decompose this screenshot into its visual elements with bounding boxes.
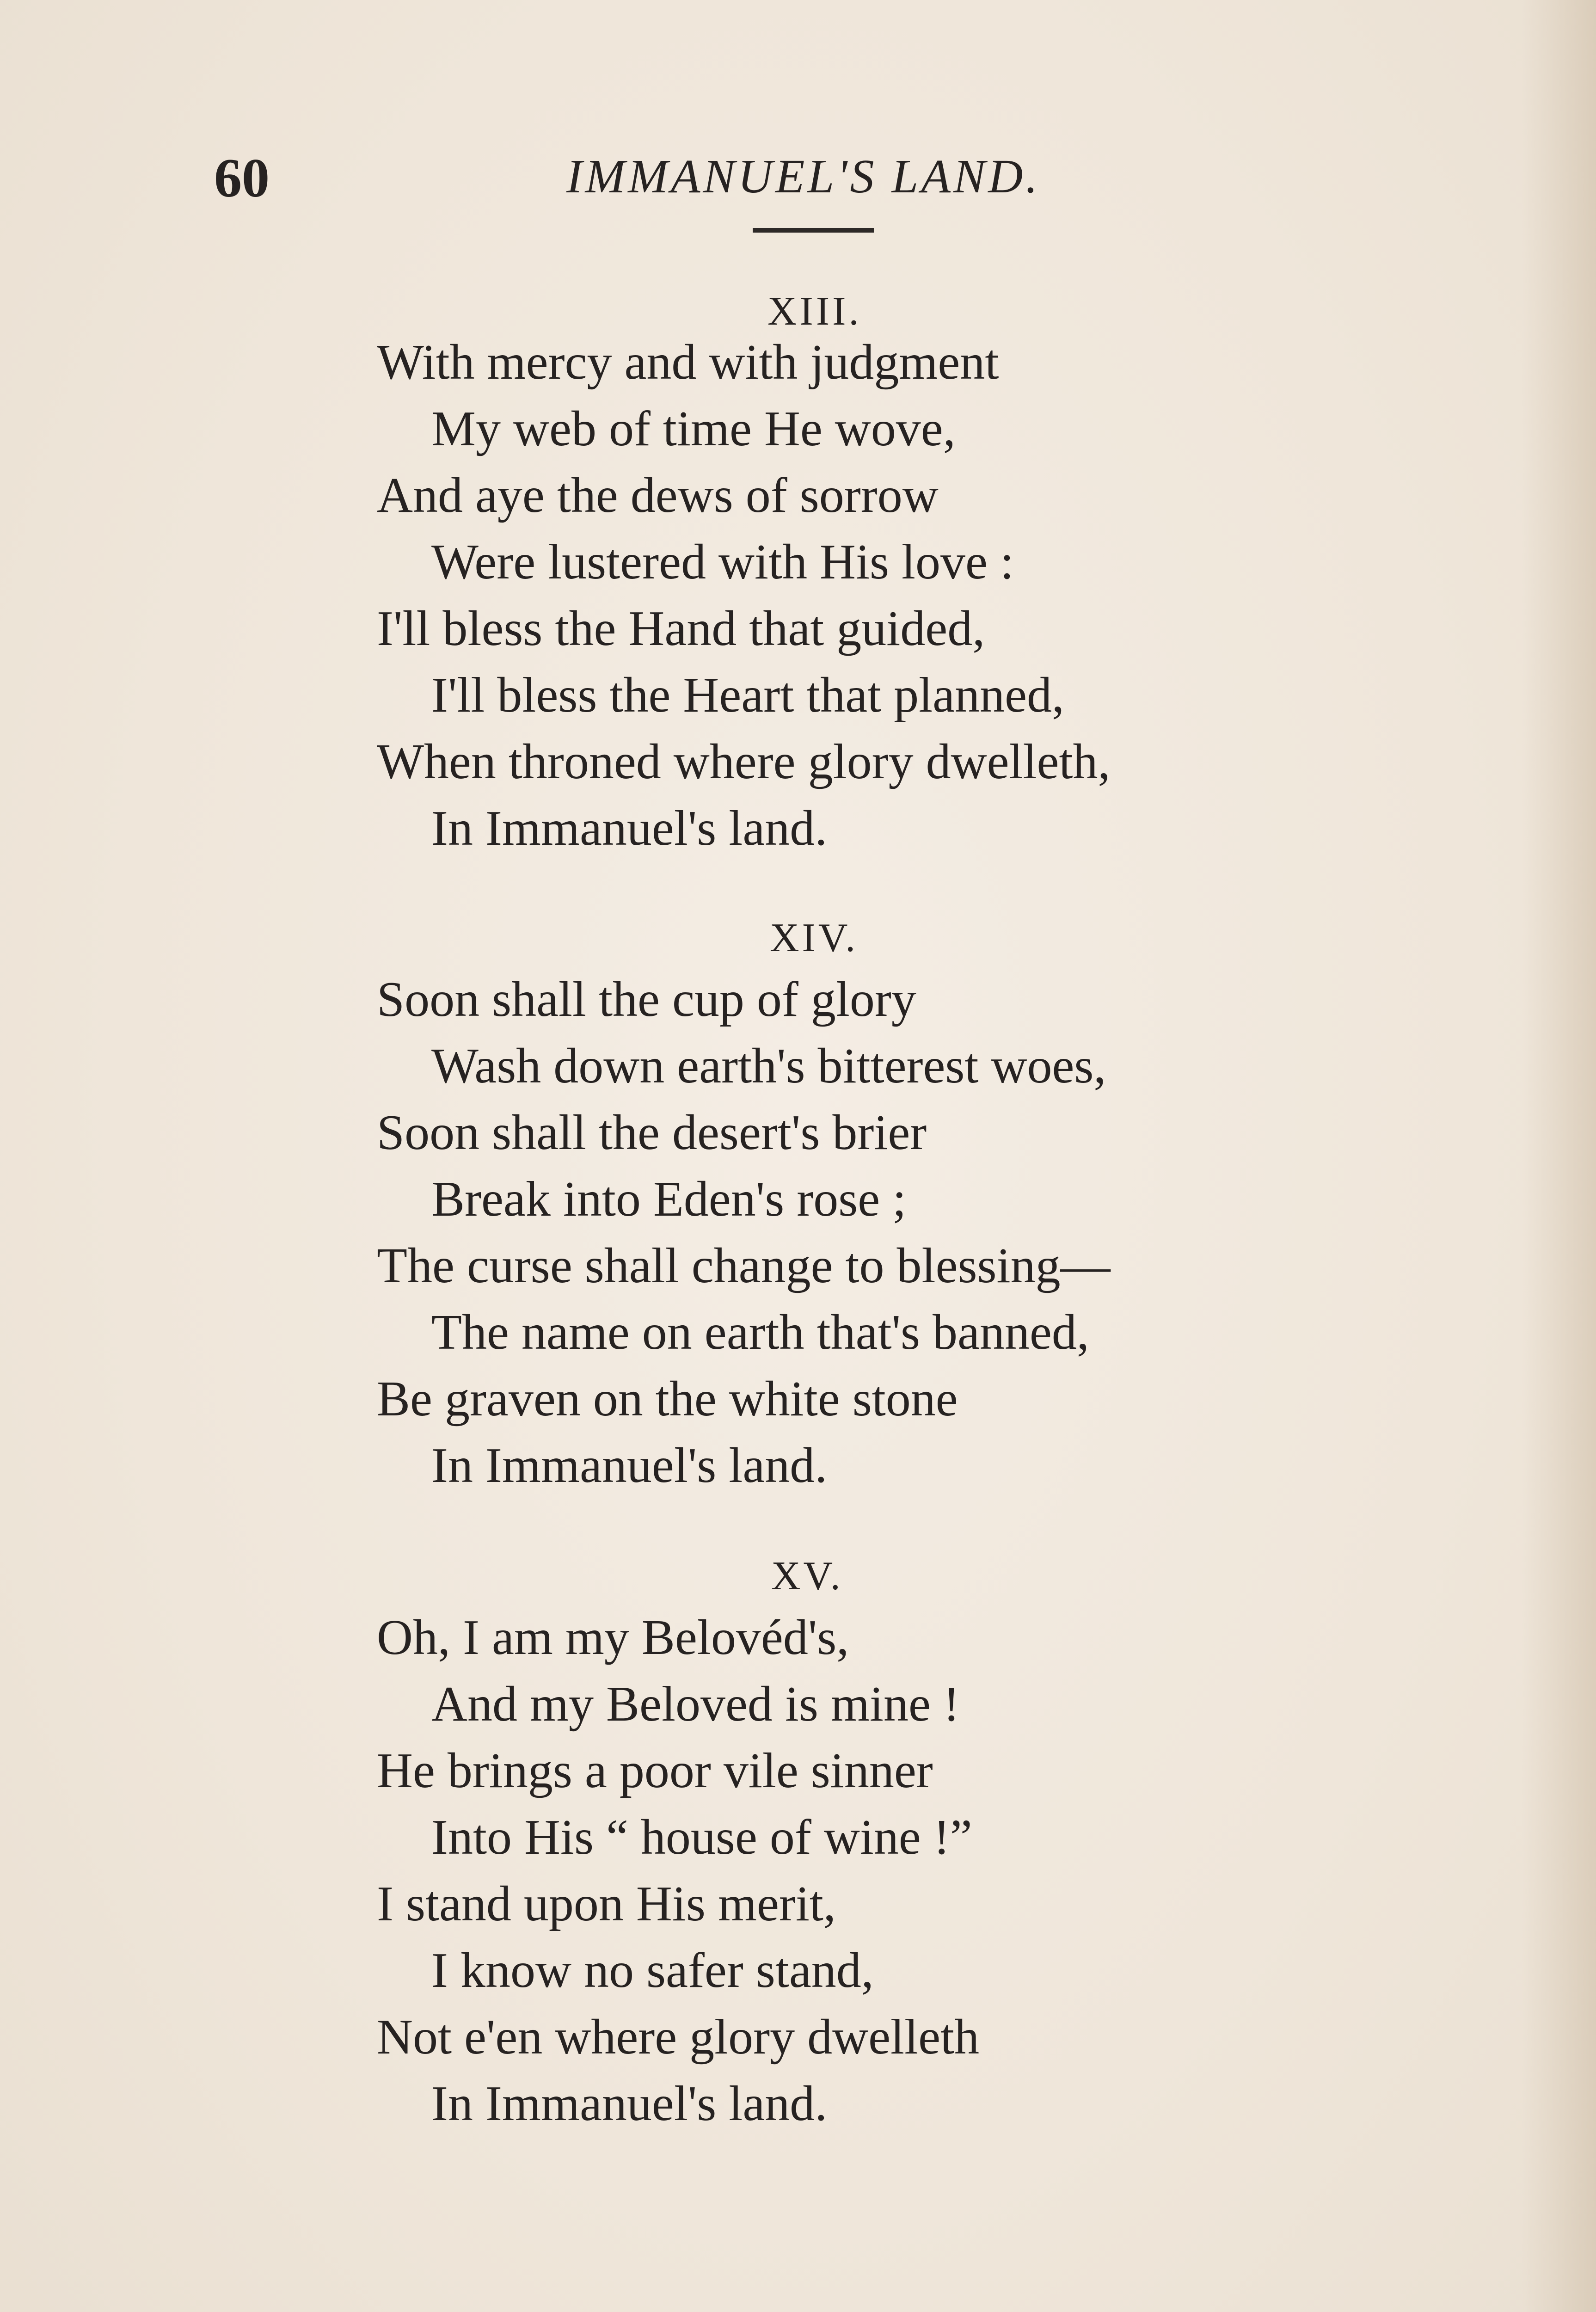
running-head: IMMANUEL'S LAND. (566, 150, 1041, 203)
verse-line: In Immanuel's land. (431, 2076, 828, 2131)
verse-line: He brings a poor vile sinner (377, 1743, 933, 1798)
verse-line: In Immanuel's land. (431, 1438, 828, 1493)
stanza-xiv (377, 966, 1301, 1499)
verse-line: Not e'en where glory dwelleth (377, 2010, 980, 2065)
verse-line: With mercy and with judgment (377, 335, 999, 390)
head-rule (753, 228, 874, 233)
stanza-number-xiii: XIII. (767, 289, 862, 334)
verse-line: Were lustered with His love : (431, 535, 1014, 590)
verse-line: I'll bless the Heart that planned, (431, 668, 1065, 723)
verse-line: Be graven on the white stone (377, 1371, 958, 1427)
verse-line: The name on earth that's banned, (431, 1305, 1089, 1360)
verse-line: Wash down earth's bitterest woes, (431, 1039, 1106, 1094)
verse-line: And aye the dews of sorrow (377, 468, 939, 523)
verse-line: I know no safer stand, (431, 1943, 874, 1998)
page-number: 60 (214, 147, 270, 209)
page-edge-shadow (1522, 0, 1596, 2312)
stanza-xiii (377, 329, 1301, 862)
verse-line: I stand upon His merit, (377, 1876, 836, 1931)
stanza-number-xiv: XIV. (770, 916, 859, 960)
stanza-number-xv: XV. (771, 1554, 843, 1599)
verse-line: I'll bless the Hand that guided, (377, 601, 985, 656)
verse-line: Soon shall the desert's brier (377, 1105, 927, 1160)
verse-line: In Immanuel's land. (431, 801, 828, 856)
verse-line: The curse shall change to blessing— (377, 1238, 1111, 1293)
verse-line: Into His “ house of wine !” (431, 1810, 972, 1865)
verse-line: Soon shall the cup of glory (377, 972, 916, 1027)
stanza-xv (377, 1605, 1301, 2137)
verse-line: My web of time He wove, (431, 401, 956, 456)
verse-line: And my Beloved is mine ! (431, 1677, 960, 1732)
verse-line: Break into Eden's rose ; (431, 1172, 907, 1227)
verse-line: When throned where glory dwelleth, (377, 734, 1111, 789)
verse-line: Oh, I am my Belovéd's, (377, 1610, 849, 1665)
